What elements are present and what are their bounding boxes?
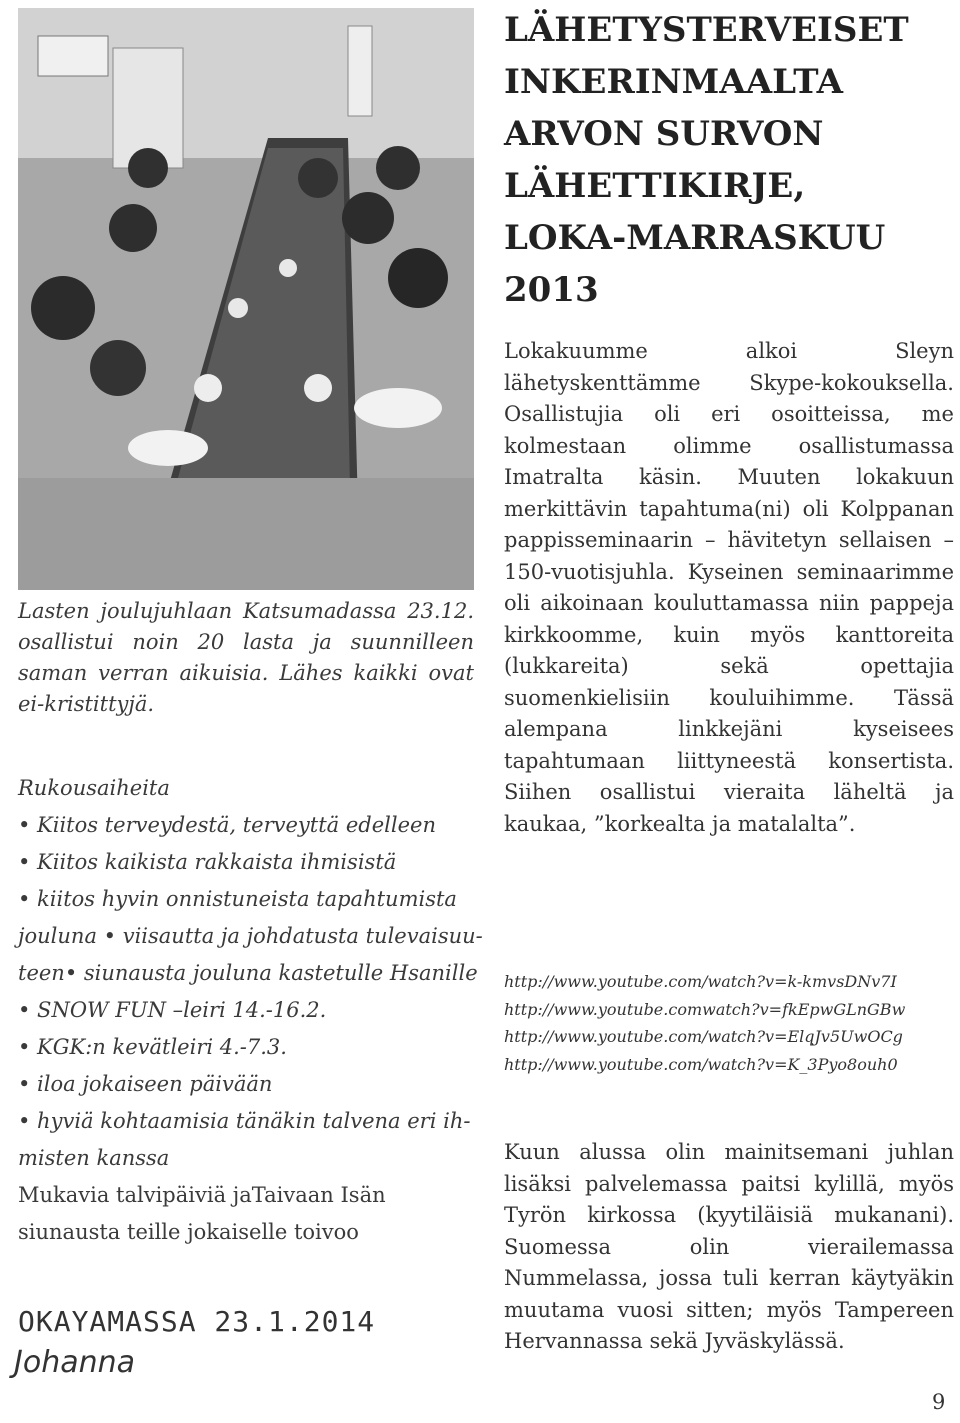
prayer-item: • iloa jokaiseen päivään: [18, 1072, 273, 1096]
youtube-link[interactable]: http://www.youtube.com/watch?v=K_3Pyo8ouh0: [504, 1054, 898, 1074]
prayer-item: misten kanssa: [18, 1146, 170, 1170]
prayer-item: • hyviä kohtaamisia tänäkin talvena eri ih-: [18, 1109, 471, 1133]
youtube-link[interactable]: http://www.youtube.com/watch?v=k-kmvsDNv7I: [504, 972, 897, 991]
link-list: [504, 968, 956, 1078]
title-line: 2013: [504, 270, 599, 310]
signature-name: Johanna: [14, 1345, 136, 1380]
signature-place-date: OKAYAMASSA 23.1.2014: [18, 1305, 376, 1338]
youtube-link[interactable]: http://www.youtube.comwatch?v=fkEpwGLnGBw: [504, 999, 906, 1019]
photo-caption: Lasten joulujuhlaan Katsumadassa 23.12. osallistui noin 20 lasta ja suunnilleen saman verran aikuisia. Lähes kaikki ovat ei-kristittyjä.: [18, 599, 474, 716]
title-line: LÄHETTIKIRJE,: [504, 166, 806, 206]
title-line: LÄHETYSTERVEISET: [504, 10, 909, 50]
prayer-item: • KGK:n kevätleiri 4.-7.3.: [18, 1035, 287, 1059]
youtube-link[interactable]: http://www.youtube.com/watch?v=ElqJv5UwOCg: [504, 1027, 903, 1046]
prayer-item: • Kiitos terveydestä, terveyttä edelleen: [18, 813, 436, 837]
page-number: 9: [932, 1390, 946, 1414]
photo-illustration: [18, 8, 474, 590]
event-photo: [18, 8, 474, 590]
title-line: INKERINMAALTA: [504, 62, 844, 102]
body-paragraph-2: Kuun alussa olin mainitsemani juhlan lisäksi palvelemassa paitsi kylillä, myös Tyrön kirkossa (kyytiläisiä mukanani). Suomessa olin vierailemassa Nummelassa, jossa tuli kerran käytyäkin muutama vuosi sitten; myös Tampereen Hervannassa sekä Jyväskylässä.: [504, 1140, 954, 1353]
prayer-topics: [18, 770, 483, 1251]
title-line: LOKA-MARRASKUU: [504, 218, 886, 258]
prayer-item: • kiitos hyvin onnistuneista tapahtumista: [18, 887, 457, 911]
article-title: [504, 4, 954, 316]
prayer-item: jouluna • viisautta ja johdatusta tulevaisuu-: [18, 924, 483, 948]
prayer-item: • Kiitos kaikista rakkaista ihmisistä: [18, 850, 397, 874]
body-paragraph: Lokakuumme alkoi Sleyn lähetyskenttämme Skype-kokouksella. Osallistujia oli eri osoitteissa, me kolmestaan olimme osallistumassa Imatralta käsin. Muuten lokakuun merkittävin tapahtuma(ni) oli Kolppanan pappisseminaarin – hävitetyn sellaisen – 150-vuotisjuhla. Kyseinen seminaarimme oli aikoinaan kouluttamassa niin pappeja kirkkoomme, kuin myös kanttoreita (lukkareita) sekä opettajia suomenkielisiin kouluihimme. Tässä alempana linkkejäni kyseisees tapahtumaan liittyneestä konsertista. Siihen osallistui vieraita läheltä ja kaukaa, ”korkealta ja matalalta”.: [504, 339, 954, 836]
prayer-item: teen• siunausta jouluna kastetulle Hsanille: [18, 961, 478, 985]
prayer-closing: Mukavia talvipäiviä jaTaivaan Isän siunausta teille jokaiselle toivoo: [18, 1183, 386, 1244]
prayer-item: • SNOW FUN –leiri 14.-16.2.: [18, 998, 327, 1022]
prayer-heading: Rukousaiheita: [18, 776, 170, 800]
title-line: ARVON SURVON: [504, 114, 824, 154]
